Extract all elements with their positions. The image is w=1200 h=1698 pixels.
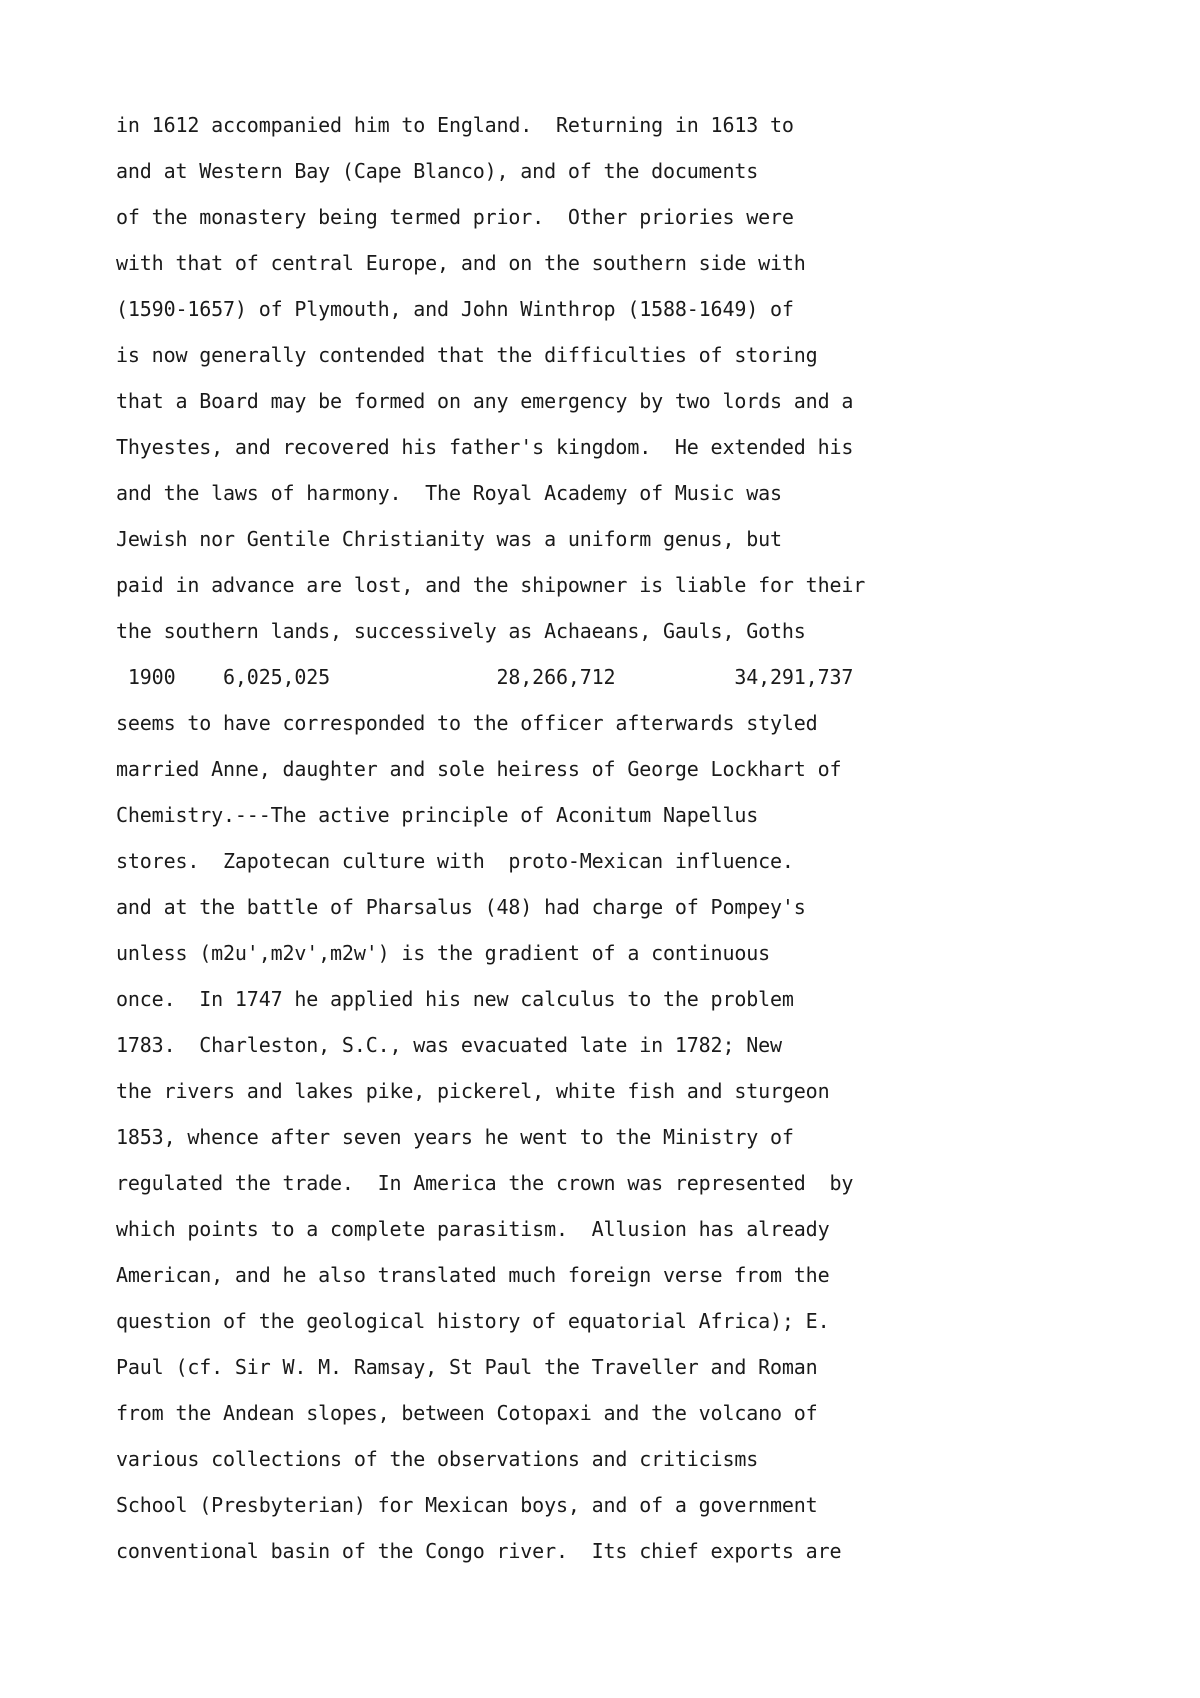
text-line: and at the battle of Pharsalus (48) had charge of Pompey's [116,895,806,919]
text-line: with that of central Europe, and on the southern side with [116,251,806,275]
text-line: 1783. Charleston, S.C., was evacuated late in 1782; New [116,1033,782,1057]
text-line: seems to have corresponded to the officer afterwards styled [116,711,818,735]
text-line: Paul (cf. Sir W. M. Ramsay, St Paul the Traveller and Roman [116,1355,818,1379]
table-row: 1900 6,025,025 28,266,712 34,291,737 [116,665,854,689]
text-line: Jewish nor Gentile Christianity was a uniform genus, but [116,527,782,551]
text-line: question of the geological history of equatorial Africa); E. [116,1309,830,1333]
text-line: which points to a complete parasitism. Allusion has already [116,1217,830,1241]
text-line: Chemistry.---The active principle of Aconitum Napellus [116,803,759,827]
text-line: and at Western Bay (Cape Blanco), and of the documents [116,159,759,183]
text-line: unless (m2u',m2v',m2w') is the gradient of a continuous [116,941,771,965]
text-line: married Anne, daughter and sole heiress of George Lockhart of [116,757,842,781]
text-line: various collections of the observations and criticisms [116,1447,759,1471]
text-line: School (Presbyterian) for Mexican boys, and of a government [116,1493,818,1517]
text-line: once. In 1747 he applied his new calculus to the problem [116,987,794,1011]
text-line: is now generally contended that the difficulties of storing [116,343,818,367]
text-line: (1590-1657) of Plymouth, and John Winthrop (1588-1649) of [116,297,794,321]
text-line: the rivers and lakes pike, pickerel, white fish and sturgeon [116,1079,830,1103]
text-line: and the laws of harmony. The Royal Academy of Music was [116,481,782,505]
text-line: in 1612 accompanied him to England. Returning in 1613 to [116,113,794,137]
document-text [116,110,865,1582]
text-line: from the Andean slopes, between Cotopaxi and the volcano of [116,1401,818,1425]
text-line: American, and he also translated much foreign verse from the [116,1263,830,1287]
text-line: the southern lands, successively as Achaeans, Gauls, Goths [116,619,806,643]
text-line: Thyestes, and recovered his father's kingdom. He extended his [116,435,854,459]
text-line: stores. Zapotecan culture with proto-Mexican influence. [116,849,794,873]
text-line: regulated the trade. In America the crown was represented by [116,1171,854,1195]
text-line: of the monastery being termed prior. Other priories were [116,205,794,229]
text-line: conventional basin of the Congo river. Its chief exports are [116,1539,842,1563]
text-line: paid in advance are lost, and the shipowner is liable for their [116,573,866,597]
text-line: that a Board may be formed on any emergency by two lords and a [116,389,854,413]
text-line: 1853, whence after seven years he went to the Ministry of [116,1125,794,1149]
